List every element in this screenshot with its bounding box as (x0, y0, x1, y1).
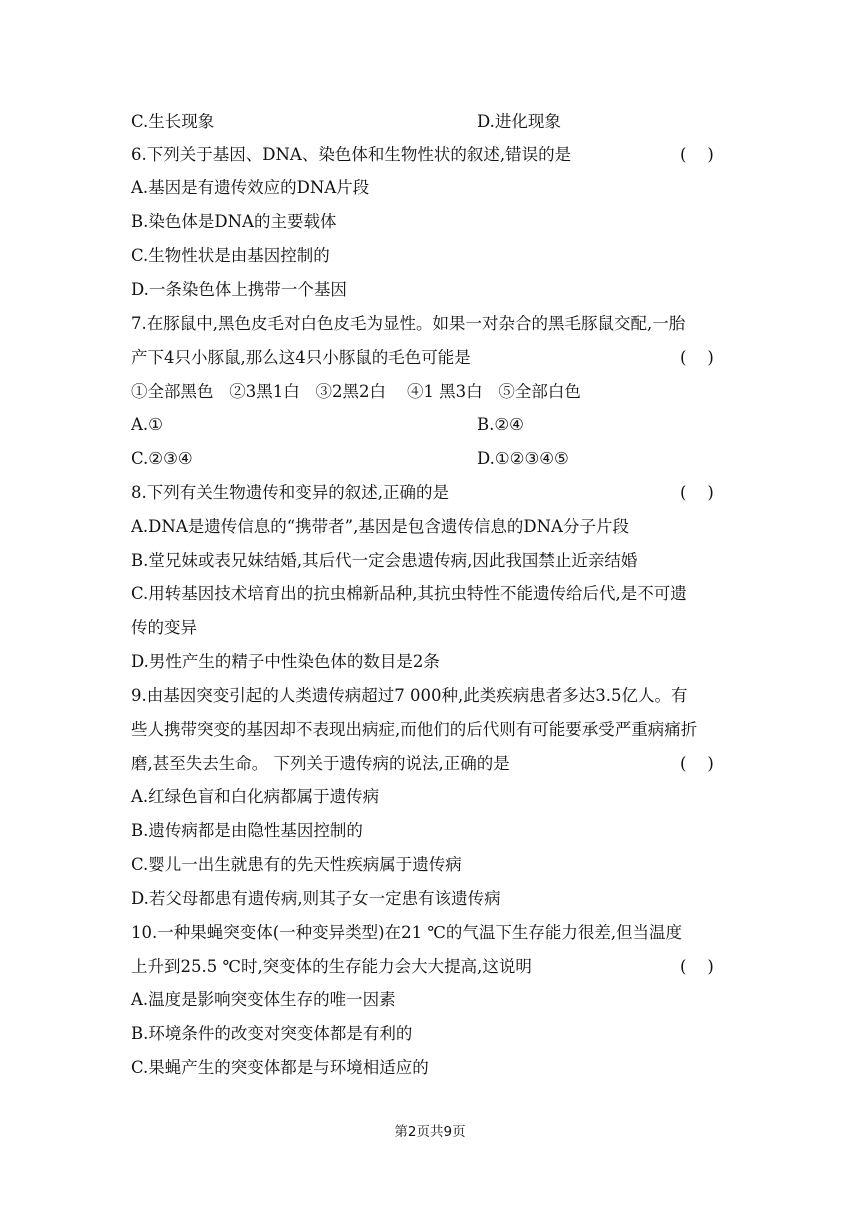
q9-stem-line2: 些人携带突变的基因却不表现出病症,而他们的后代则有可能要承受严重病痛折 (131, 720, 698, 739)
q7-option-b: B.②④ (477, 415, 524, 434)
q7-stem-line1: 7.在豚鼠中,黑色皮毛对白色皮毛为显性。如果一对杂合的黑毛豚鼠交配,一胎 (131, 314, 686, 333)
q8-option-c-line1: C.用转基因技术培育出的抗虫棉新品种,其抗虫特性不能遗传给后代,是不可遗 (131, 584, 687, 603)
q6-option-d: D.一条染色体上携带一个基因 (131, 280, 347, 299)
q6-answer-paren: ( ) (680, 145, 714, 164)
q8-answer-paren: ( ) (680, 483, 714, 502)
q7-stem-line2: 产下4只小豚鼠,那么这4只小豚鼠的毛色可能是 (131, 348, 471, 367)
q10-option-b: B.环境条件的改变对突变体都是有利的 (131, 1024, 413, 1043)
q5-option-c: C.生长现象 (131, 112, 215, 131)
q7-choices: ①全部黑色 ②3黑1白 ③2黑2白 ④1 黑3白 ⑤全部白色 (131, 382, 581, 401)
q6-option-c: C.生物性状是由基因控制的 (131, 246, 330, 265)
q7-option-d: D.①②③④⑤ (477, 449, 569, 468)
q7-option-c: C.②③④ (131, 449, 193, 468)
page-number-footer: 第2页共9页 (394, 1124, 466, 1140)
q7-answer-paren: ( ) (680, 348, 714, 367)
q6-option-a: A.基因是有遗传效应的DNA片段 (131, 178, 370, 197)
q9-answer-paren: ( ) (680, 754, 714, 773)
q9-option-d: D.若父母都患有遗传病,则其子女一定患有该遗传病 (131, 889, 501, 908)
q9-stem-line1: 9.由基因突变引起的人类遗传病超过7 000种,此类疾病患者多达3.5亿人。有 (131, 686, 688, 705)
q9-stem-line3: 磨,甚至失去生命。 下列关于遗传病的说法,正确的是 (131, 754, 510, 773)
q8-option-d: D.男性产生的精子中性染色体的数目是2条 (131, 652, 440, 671)
q7-option-a: A.① (131, 415, 163, 434)
q8-option-c-line2: 传的变异 (131, 618, 197, 637)
q8-option-b: B.堂兄妹或表兄妹结婚,其后代一定会患遗传病,因此我国禁止近亲结婚 (131, 551, 638, 570)
q8-option-a: A.DNA是遗传信息的“携带者”,基因是包含遗传信息的DNA分子片段 (131, 517, 629, 536)
q8-stem: 8.下列有关生物遗传和变异的叙述,正确的是 (131, 483, 449, 502)
q5-option-d: D.进化现象 (477, 112, 561, 131)
q9-option-b: B.遗传病都是由隐性基因控制的 (131, 821, 363, 840)
q10-answer-paren: ( ) (680, 957, 714, 976)
q10-stem-line1: 10.一种果蝇突变体(一种变异类型)在21 ℃的气温下生存能力很差,但当温度 (131, 923, 683, 942)
q6-stem: 6.下列关于基因、DNA、染色体和生物性状的叙述,错误的是 (131, 145, 572, 164)
q10-stem-line2: 上升到25.5 ℃时,突变体的生存能力会大大提高,这说明 (131, 957, 532, 976)
q10-option-c: C.果蝇产生的突变体都是与环境相适应的 (131, 1058, 429, 1077)
q9-option-c: C.婴儿一出生就患有的先天性疾病属于遗传病 (131, 855, 462, 874)
q9-option-a: A.红绿色盲和白化病都属于遗传病 (131, 787, 380, 806)
q6-option-b: B.染色体是DNA的主要载体 (131, 212, 337, 231)
q10-option-a: A.温度是影响突变体生存的唯一因素 (131, 990, 396, 1009)
